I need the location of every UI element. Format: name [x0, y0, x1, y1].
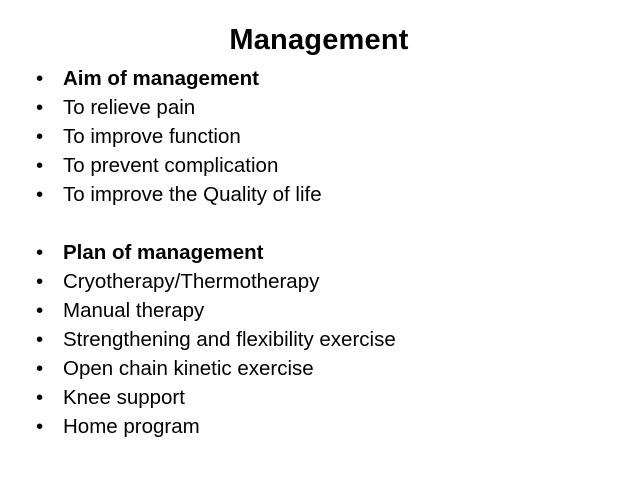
plan-heading-item — [36, 238, 396, 267]
list-item-text: To improve function — [63, 125, 241, 148]
slide-title: Management — [229, 24, 409, 56]
list-item — [36, 93, 396, 122]
list-item-text: Manual therapy — [63, 299, 205, 322]
list-item-text: To improve the Quality of life — [63, 183, 322, 206]
list-item-text: Open chain kinetic exercise — [63, 357, 314, 380]
list-item — [36, 383, 396, 412]
list-item — [36, 151, 396, 180]
bullet-icon: • — [36, 386, 44, 409]
list-item — [36, 412, 396, 441]
list-item — [36, 267, 396, 296]
list-item — [36, 122, 396, 151]
aim-heading: Aim of management — [63, 67, 259, 90]
bullet-icon: • — [36, 241, 44, 264]
list-item-text: Strengthening and flexibility exercise — [63, 328, 396, 351]
bullet-icon: • — [36, 415, 44, 438]
bullet-icon: • — [36, 183, 44, 206]
list-item-text: To prevent complication — [63, 154, 279, 177]
bullet-list — [36, 64, 396, 441]
bullet-icon: • — [36, 270, 44, 293]
bullet-icon: • — [36, 154, 44, 177]
bullet-icon: • — [36, 299, 44, 322]
list-item — [36, 180, 396, 209]
list-item — [36, 325, 396, 354]
list-item — [36, 354, 396, 383]
bullet-icon: • — [36, 357, 44, 380]
list-item-text: Cryotherapy/Thermotherapy — [63, 270, 320, 293]
bullet-icon: • — [36, 96, 44, 119]
list-item-text: Knee support — [63, 386, 185, 409]
bullet-icon: • — [36, 67, 44, 90]
plan-heading: Plan of management — [63, 241, 264, 264]
list-item-text: Home program — [63, 415, 200, 438]
list-item — [36, 296, 396, 325]
aim-heading-item — [36, 64, 396, 93]
bullet-icon: • — [36, 328, 44, 351]
list-item-text: To relieve pain — [63, 96, 196, 119]
bullet-icon: • — [36, 125, 44, 148]
